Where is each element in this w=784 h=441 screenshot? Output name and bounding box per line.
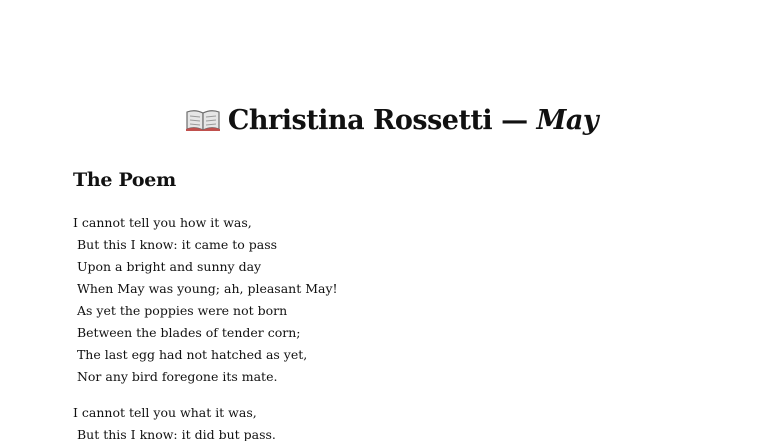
poem-line: Upon a bright and sunny day [73, 259, 262, 274]
poem-stanza [73, 402, 276, 441]
page-title [0, 101, 784, 141]
section-heading: The Poem [73, 169, 176, 191]
poem-line: As yet the poppies were not born [73, 303, 288, 318]
title-work: May [536, 105, 599, 136]
poem-line: I cannot tell you what it was, [73, 405, 257, 420]
title-author: Christina Rossetti — [227, 105, 537, 136]
poem-line: I cannot tell you how it was, [73, 215, 252, 230]
poem-line: Nor any bird foregone its mate. [73, 369, 278, 384]
poem-line: When May was young; ah, pleasant May! [73, 281, 338, 296]
poem-line: The last egg had not hatched as yet, [73, 347, 308, 362]
poem-stanza [73, 212, 338, 388]
poem-line: Between the blades of tender corn; [73, 325, 301, 340]
poem-line: But this I know: it came to pass [73, 237, 278, 252]
poem-line: But this I know: it did but pass. [73, 427, 276, 441]
open-book-icon [186, 109, 220, 131]
